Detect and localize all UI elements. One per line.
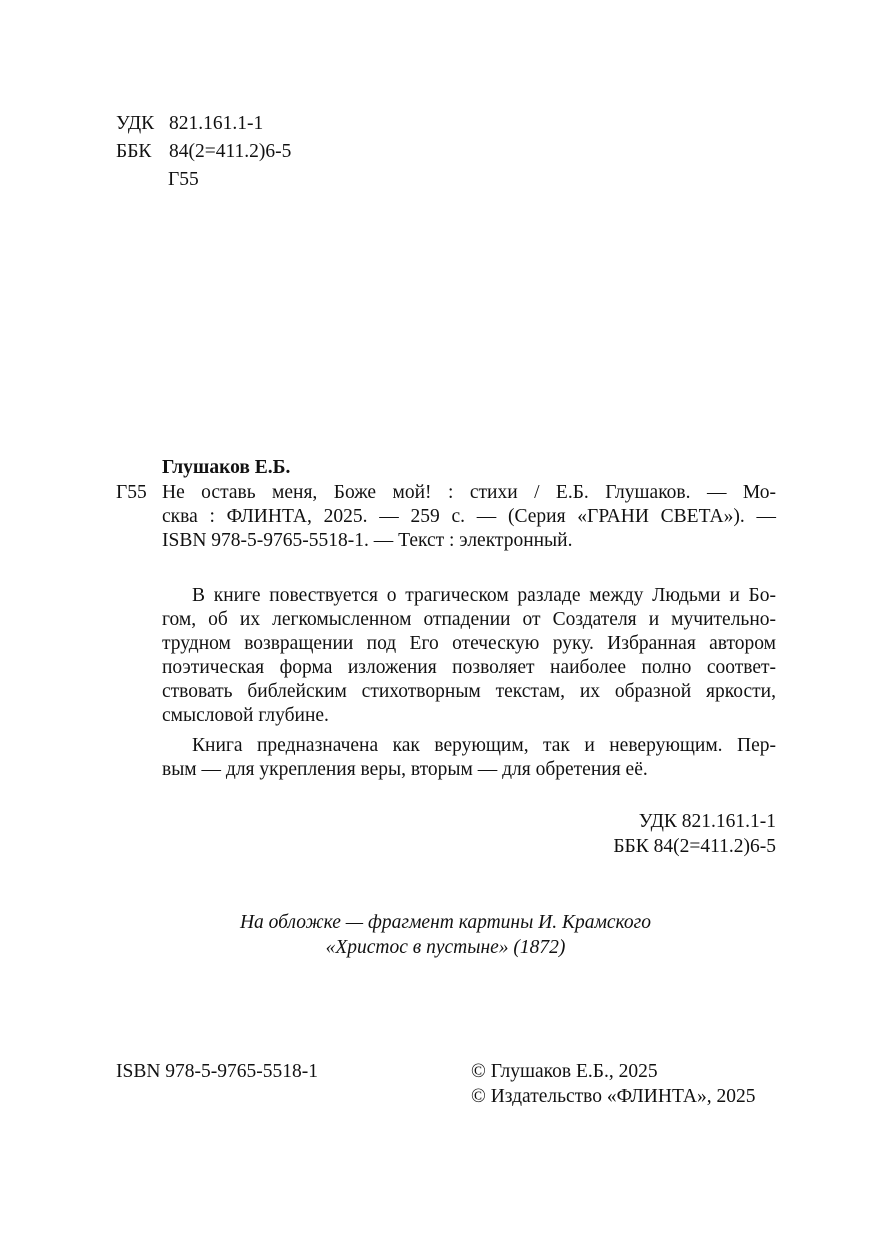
annotation-line: трудном возвращении под Его отеческую руку. Избранная автором: [162, 633, 776, 654]
udk-right: УДК 821.161.1-1: [638, 811, 776, 832]
copyright-author: © Глушаков Е.Б., 2025: [471, 1061, 658, 1082]
annotation-line: гом, об их легкомысленном отпадении от Создателя и мучительно-: [162, 609, 776, 630]
annotation-line: вым — для укрепления веры, вторым — для обретения её.: [162, 759, 648, 780]
bbk-right: ББК 84(2=411.2)6-5: [613, 836, 776, 857]
bibliographic-description: [162, 481, 776, 553]
author-sign-record: Г55: [116, 482, 147, 503]
annotation-paragraph-2: [162, 734, 776, 782]
annotation-line: ствовать библейским стихотворным текстам, их образной яркости,: [162, 681, 776, 702]
copyright-publisher: © Издательство «ФЛИНТА», 2025: [471, 1086, 756, 1107]
isbn: ISBN 978-5-9765-5518-1: [116, 1061, 319, 1082]
cover-note-line-2: «Христос в пустыне» (1872): [325, 937, 566, 958]
annotation-line: поэтическая форма изложения позволяет наиболее полно соответ-: [162, 657, 776, 678]
udk-value: 821.161.1-1: [169, 113, 264, 134]
bbk-line: [116, 140, 291, 164]
bib-line: Не оставь меня, Боже мой! : стихи / Е.Б. Глушаков. — Мо-: [162, 482, 776, 503]
bib-line: ISBN 978-5-9765-5518-1. — Текст : электронный.: [162, 530, 573, 551]
annotation-line: смысловой глубине.: [162, 705, 329, 726]
udk-line: [116, 112, 263, 136]
bib-line: сква : ФЛИНТА, 2025. — 259 с. — (Серия «ГРАНИ СВЕТА»). —: [162, 506, 776, 527]
bbk-label: ББК: [116, 141, 152, 162]
annotation-paragraph-1: [162, 584, 776, 728]
cover-note-line-1: На обложке — фрагмент картины И. Крамского: [239, 912, 652, 933]
annotation-line: В книге повествуется о трагическом разладе между Людьми и Бо-: [192, 585, 776, 606]
annotation-line: Книга предназначена как верующим, так и неверующим. Пер-: [192, 735, 776, 756]
author-heading: Глушаков Е.Б.: [162, 457, 291, 478]
author-sign-top: Г55: [168, 169, 199, 190]
udk-label: УДК: [116, 113, 155, 134]
bbk-value: 84(2=411.2)6-5: [169, 141, 292, 162]
